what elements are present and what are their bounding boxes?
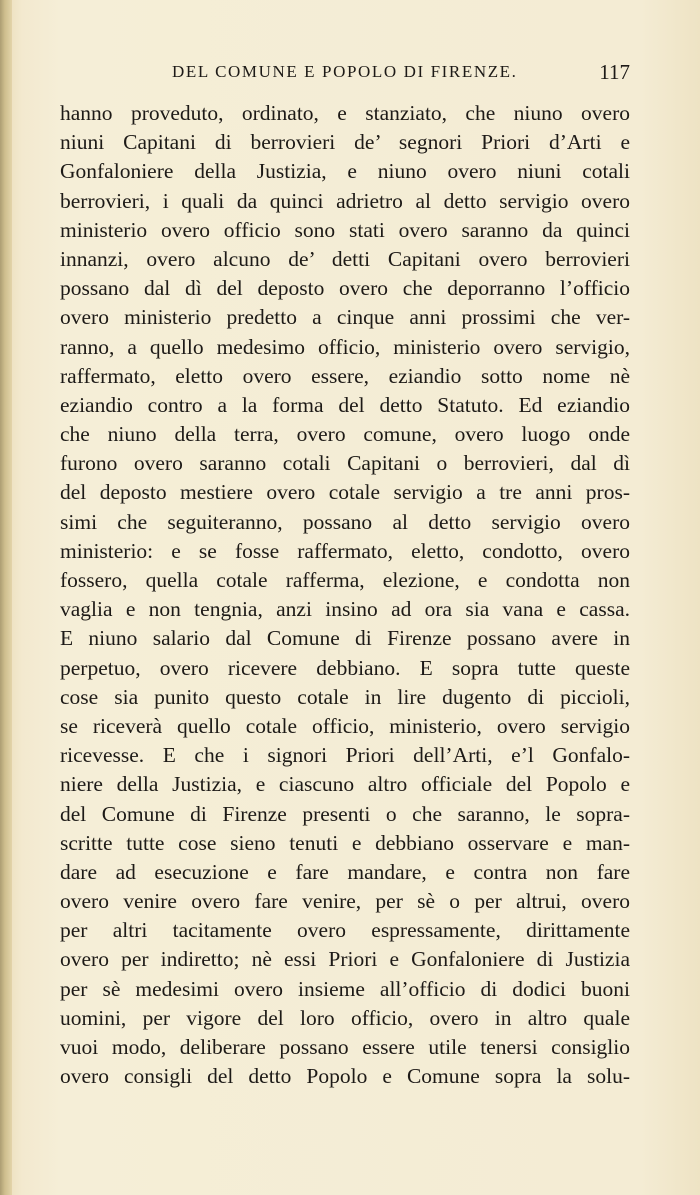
text-line: furono overo saranno cotali Capitani o berrovieri, dal dì [60,451,630,476]
text-line: niuni Capitani di berrovieri de’ segnori Priori d’Arti e [60,130,630,155]
text-line: raffermato, eletto overo essere, eziandio sotto nome nè [60,363,630,388]
text-line: E niuno salario dal Comune di Firenze possano avere in [60,626,630,651]
binding-edge [0,0,12,1195]
text-line: cose sia punito questo cotale in lire dugento di piccioli, [60,684,630,709]
text-line: ministerio overo officio sono stati overo saranno da quinci [60,217,630,242]
text-line: se riceverà quello cotale officio, ministerio, overo servigio [60,713,630,738]
text-line: Gonfaloniere della Justizia, e niuno overo niuni cotali [60,159,630,184]
text-line: innanzi, overo alcuno de’ detti Capitani overo berrovieri [60,246,630,271]
text-line: vuoi modo, deliberare possano essere utile tenersi consiglio [60,1035,630,1059]
text-line: ministerio: e se fosse raffermato, eletto, condotto, overo [60,538,630,563]
text-line: ranno, a quello medesimo officio, ministerio overo servigio, [60,334,630,359]
running-head [60,62,630,88]
text-line: overo consigli del detto Popolo e Comune sopra la solu- [60,1064,630,1089]
text-line: niere della Justizia, e ciascuno altro officiale del Popolo e [60,772,630,797]
text-line: che niuno della terra, overo comune, overo luogo onde [60,422,630,447]
text-line: fossero, quella cotale rafferma, elezione, e condotta non [60,568,630,592]
text-line: simi che seguiteranno, possano al detto servigio overo [60,509,630,534]
text-line: hanno proveduto, ordinato, e stanziato, che niuno overo [60,101,630,125]
text-line: berrovieri, i quali da quinci adrietro al detto servigio overo [60,188,630,213]
text-line: del Comune di Firenze presenti o che saranno, le sopra- [60,801,630,826]
text-line: overo venire overo fare venire, per sè o per altrui, overo [60,889,630,914]
text-line: uomini, per vigore del loro officio, overo in altro quale [60,1005,630,1030]
text-line: scritte tutte cose sieno tenuti e debbiano osservare e man- [60,830,630,855]
text-line: ricevesse. E che i signori Priori dell’Arti, e’l Gonfalo- [60,743,630,768]
text-line: del deposto mestiere overo cotale servigio a tre anni pros- [60,480,630,505]
running-title: DEL COMUNE E POPOLO DI FIRENZE. [172,62,518,81]
body-text [60,99,630,1091]
text-line: per sè medesimi overo insieme all’officio di dodici buoni [60,976,630,1001]
text-line: overo ministerio predetto a cinque anni prossimi che ver- [60,305,630,330]
text-line: possano dal dì del deposto overo che deporranno l’officio [60,276,630,301]
text-line: perpetuo, overo ricevere debbiano. E sopra tutte queste [60,655,630,680]
text-line: overo per indiretto; nè essi Priori e Gonfaloniere di Justizia [60,947,630,972]
text-line: vaglia e non tengnia, anzi insino ad ora sia vana e cassa. [60,597,630,622]
page-number: 117 [599,60,630,84]
text-line: eziandio contro a la forma del detto Statuto. Ed eziandio [60,392,630,417]
text-line: dare ad esecuzione e fare mandare, e contra non fare [60,859,630,884]
text-line: per altri tacitamente overo espressamente, dirittamente [60,918,630,943]
